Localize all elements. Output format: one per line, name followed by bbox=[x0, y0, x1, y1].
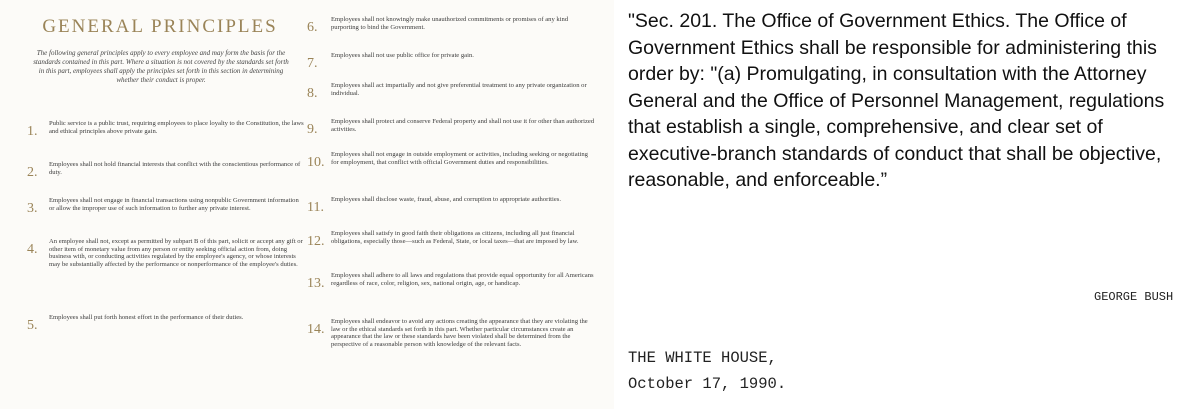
principle-item bbox=[307, 151, 596, 171]
principle-text: Employees shall not knowingly make unauthorized commitments or promises of any kind purporting to bind the Government. bbox=[331, 16, 569, 31]
principle-number: 12. bbox=[307, 234, 325, 249]
principle-item bbox=[307, 272, 596, 292]
principle-text: An employee shall not, except as permitted by subpart B of this part, solicit or accept any gift or other item of monetary value from any person or entity seeking official action from, doing business with, or conducting activities regulated by the employee's agency, or whose interests may be substantially affected by the performance or nonperformance of the employee's duties. bbox=[49, 238, 303, 268]
principle-number: 1. bbox=[27, 124, 38, 139]
principle-number: 4. bbox=[27, 242, 38, 257]
principle-item bbox=[27, 238, 304, 268]
principle-number: 10. bbox=[307, 155, 325, 170]
principle-number: 2. bbox=[27, 165, 38, 180]
principle-text: Employees shall endeavor to avoid any actions creating the appearance that they are violating the law or the ethical standards set forth in this part. Whether particular circumstances create an appearance that the law or these standards have been violated shall be determined from the perspective of a reasonable person with knowledge of the relevant facts. bbox=[331, 318, 588, 348]
principle-text: Employees shall not engage in outside employment or activities, including seeking or negotiating for employment, that conflict with official Government duties and responsibilities. bbox=[331, 151, 588, 166]
principle-number: 7. bbox=[307, 56, 318, 71]
principle-text: Public service is a public trust, requiring employees to place loyalty to the Constitution, the laws and ethical principles above private gain. bbox=[49, 120, 304, 135]
intro-paragraph: The following general principles apply to every employee and may form the basis for the standards contained in this part. Where a situation is not covered by the standards set forth in this part, employees shall apply the principles set forth in this section in determining whether their conduct is proper. bbox=[33, 49, 289, 84]
principle-item bbox=[27, 161, 304, 181]
principle-number: 5. bbox=[27, 318, 38, 333]
principle-text: Employees shall protect and conserve Federal property and shall not use it for other than authorized activities. bbox=[331, 118, 595, 133]
principle-text: Employees shall satisfy in good faith their obligations as citizens, including all just financial obligations, especially those—such as Federal, State, or local taxes—that are imposed by law. bbox=[331, 230, 579, 245]
principle-item bbox=[27, 314, 304, 334]
principle-number: 3. bbox=[27, 201, 38, 216]
principle-text: Employees shall act impartially and not give preferential treatment to any private organization or individual. bbox=[331, 82, 587, 97]
principle-text: Employees shall not use public office for private gain. bbox=[331, 52, 474, 59]
principle-item bbox=[27, 120, 304, 140]
principle-number: 6. bbox=[307, 20, 318, 35]
principle-item bbox=[307, 318, 596, 348]
signature: GEORGE BUSH bbox=[1094, 290, 1174, 304]
principle-text: Employees shall adhere to all laws and regulations that provide equal opportunity for all Americans regardless of race, color, religion, sex, national origin, age, or handicap. bbox=[331, 272, 594, 287]
executive-order-quote: "Sec. 201. The Office of Government Ethics. The Office of Government Ethics shall be responsible for administering this order by: "(a) Promulgating, in consultation with the Attorney General and the Office of Personnel Management, regulations that establish a single, comprehensive, and clear set of executive-branch standards of conduct that shall be objective, reasonable, and enforceable.” bbox=[628, 10, 1165, 191]
principle-text: Employees shall put forth honest effort in the performance of their duties. bbox=[49, 314, 244, 321]
principle-number: 11. bbox=[307, 200, 324, 215]
principle-item bbox=[307, 196, 596, 216]
principle-text: Employees shall disclose waste, fraud, abuse, and corruption to appropriate authorities. bbox=[331, 196, 561, 203]
document-title: GENERAL PRINCIPLES bbox=[42, 16, 278, 37]
issuing-place: THE WHITE HOUSE, bbox=[628, 349, 777, 367]
principle-number: 8. bbox=[307, 86, 318, 101]
principle-text: Employees shall not hold financial interests that conflict with the conscientious performance of duty. bbox=[49, 161, 301, 176]
principle-number: 9. bbox=[307, 122, 318, 137]
principle-item bbox=[307, 82, 596, 102]
principle-item bbox=[307, 52, 596, 72]
principle-number: 13. bbox=[307, 276, 325, 291]
principle-item bbox=[307, 16, 596, 36]
issue-date: October 17, 1990. bbox=[628, 375, 787, 393]
principle-text: Employees shall not engage in financial transactions using nonpublic Government information or allow the improper use of such information to further any private interest. bbox=[49, 197, 299, 212]
principle-number: 14. bbox=[307, 322, 325, 337]
principle-item bbox=[307, 118, 596, 138]
principle-item bbox=[307, 230, 596, 250]
principle-item bbox=[27, 197, 304, 217]
signature-block bbox=[628, 345, 786, 397]
